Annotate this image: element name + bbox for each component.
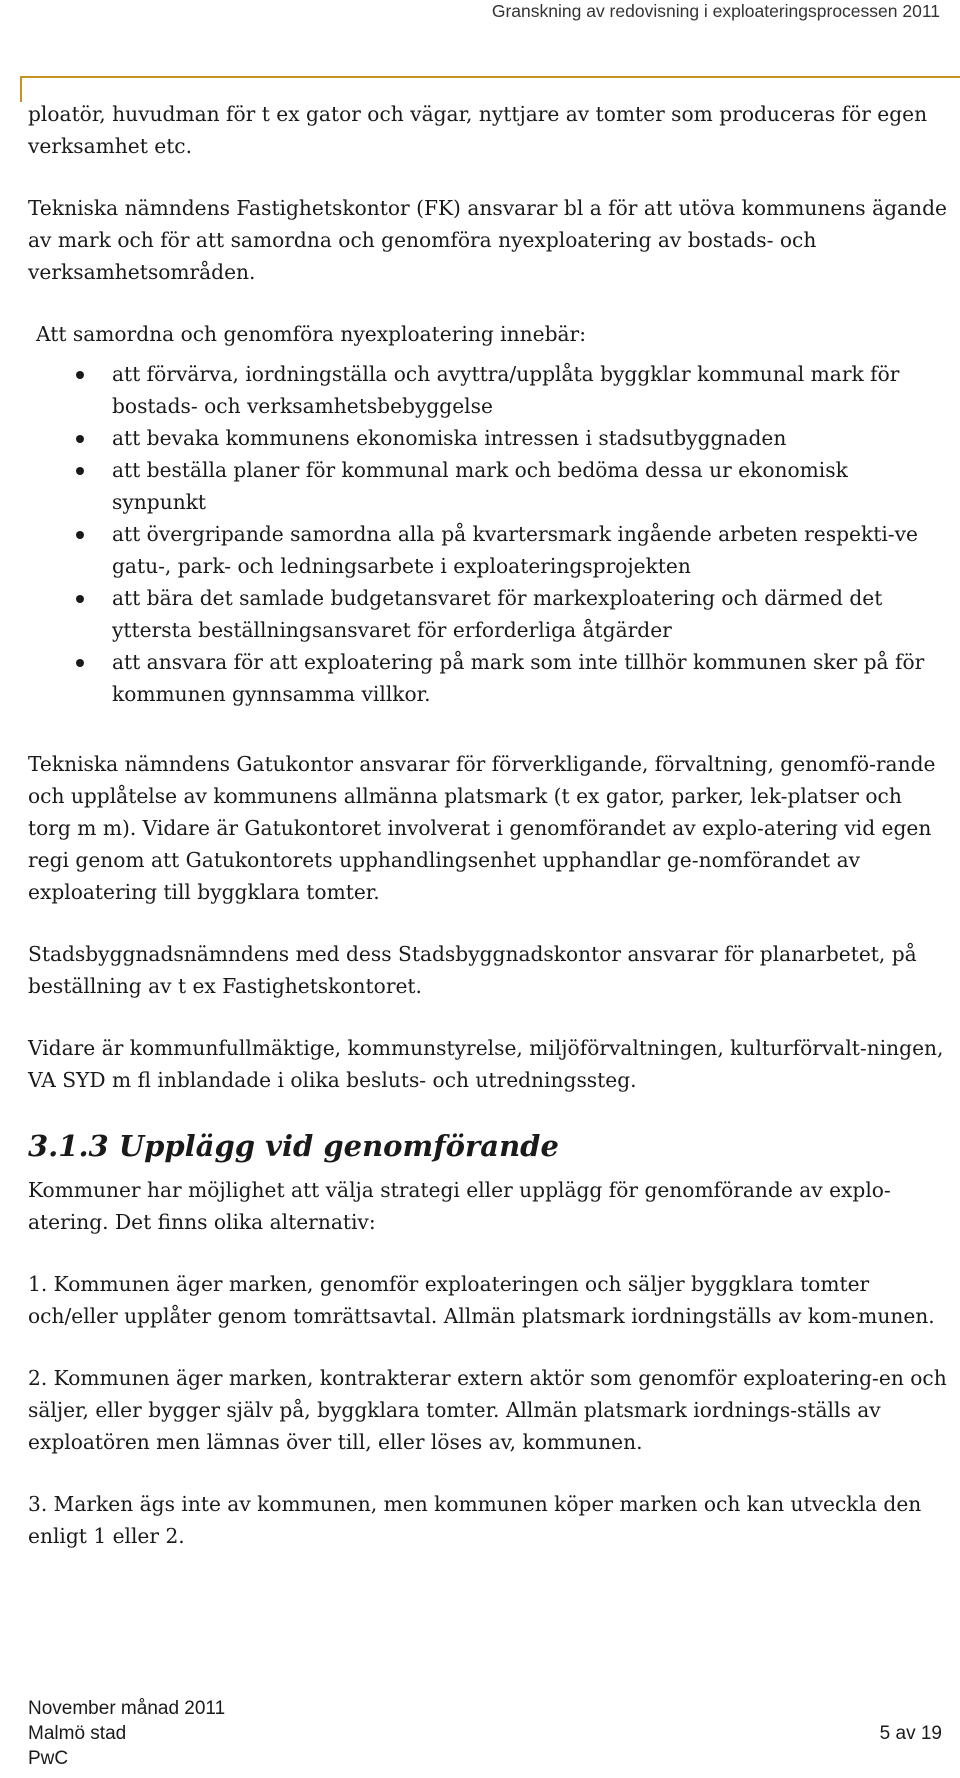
paragraph-other-actors: Vidare är kommunfullmäktige, kommunstyrelse, miljöförvaltningen, kulturförvalt-ningen, VA SYD m fl inblandade i olika besluts- och utredningssteg. xyxy=(28,1036,944,1092)
paragraph-strategy: Kommuner har möjlighet att välja strategi eller upplägg för genomförande av explo-atering. Det finns olika alternativ: xyxy=(28,1178,891,1234)
page-number: 5 av 19 xyxy=(879,1723,942,1744)
footer-row xyxy=(28,1721,942,1746)
alternative-1: 1. Kommunen äger marken, genomför exploateringen och säljer byggklara tomter och/eller upplåter genom tomrättsavtal. Allmän platsmark iordningställs av kom-munen. xyxy=(28,1272,935,1328)
footer-date: November månad 2011 xyxy=(28,1698,226,1719)
responsibilities-list xyxy=(28,358,948,710)
header-rule xyxy=(20,76,960,78)
list-item: att ansvara för att exploatering på mark som inte tillhör kommunen sker på för kommunen gynnsamma villkor. xyxy=(28,646,948,710)
list-item: att beställa planer för kommunal mark och bedöma dessa ur ekonomisk synpunkt xyxy=(28,454,948,518)
page-body xyxy=(28,98,948,1582)
list-item: att bevaka kommunens ekonomiska intressen i stadsutbyggnaden xyxy=(28,422,948,454)
header-corner-mark xyxy=(20,76,22,102)
paragraph-continuation: ploatör, huvudman för t ex gator och vägar, nyttjare av tomter som produceras för egen verksamhet etc. xyxy=(28,102,928,158)
list-item: att förvärva, iordningställa och avyttra/upplåta byggklar kommunal mark för bostads- och verksamhetsbebyggelse xyxy=(28,358,948,422)
alternative-2: 2. Kommunen äger marken, kontrakterar extern aktör som genomför exploatering-en och säljer, eller bygger själv på, byggklara tomter. Allmän platsmark iordnings-ställs av exploatören men lämnas över till, eller löses av, kommunen. xyxy=(28,1366,947,1454)
running-header-title: Granskning av redovisning i exploateringsprocessen 2011 xyxy=(491,1,940,21)
page-footer xyxy=(28,1696,942,1771)
footer-firm: PwC xyxy=(28,1748,69,1769)
paragraph-stadsbyggnad: Stadsbyggnadsnämndens med dess Stadsbyggnadskontor ansvarar för planarbetet, på beställning av t ex Fastighetskontoret. xyxy=(28,942,917,998)
list-item: att bära det samlade budgetansvaret för markexploatering och därmed det yttersta beställningsansvaret för erforderliga åtgärder xyxy=(28,582,948,646)
list-intro: Att samordna och genomföra nyexploatering innebär: xyxy=(36,322,586,346)
paragraph-gatukontor: Tekniska nämndens Gatukontor ansvarar för förverkligande, förvaltning, genomfö-rande och upplåtelse av kommunens allmänna platsmark (t ex gator, parker, lek-platser och torg m m). Vidare är Gatukontoret involverat i genomförandet av explo-atering vid egen regi genom att Gatukontorets upphandlingsenhet upphandlar ge-nomförandet av exploatering till byggklara tomter. xyxy=(28,752,936,904)
section-heading: 3.1.3 Upplägg vid genomförande xyxy=(28,1129,559,1163)
footer-client: Malmö stad xyxy=(28,1723,127,1744)
list-item: att övergripande samordna alla på kvartersmark ingående arbeten respekti-ve gatu-, park- och ledningsarbete i exploateringsprojekten xyxy=(28,518,948,582)
paragraph-fastighetskontor: Tekniska nämndens Fastighetskontor (FK) ansvarar bl a för att utöva kommunens ägande av mark och för att samordna och genomföra nyexploatering av bostads- och verksamhetsområden. xyxy=(28,196,947,284)
alternative-3: 3. Marken ägs inte av kommunen, men kommunen köper marken och kan utveckla den enligt 1 eller 2. xyxy=(28,1492,922,1548)
